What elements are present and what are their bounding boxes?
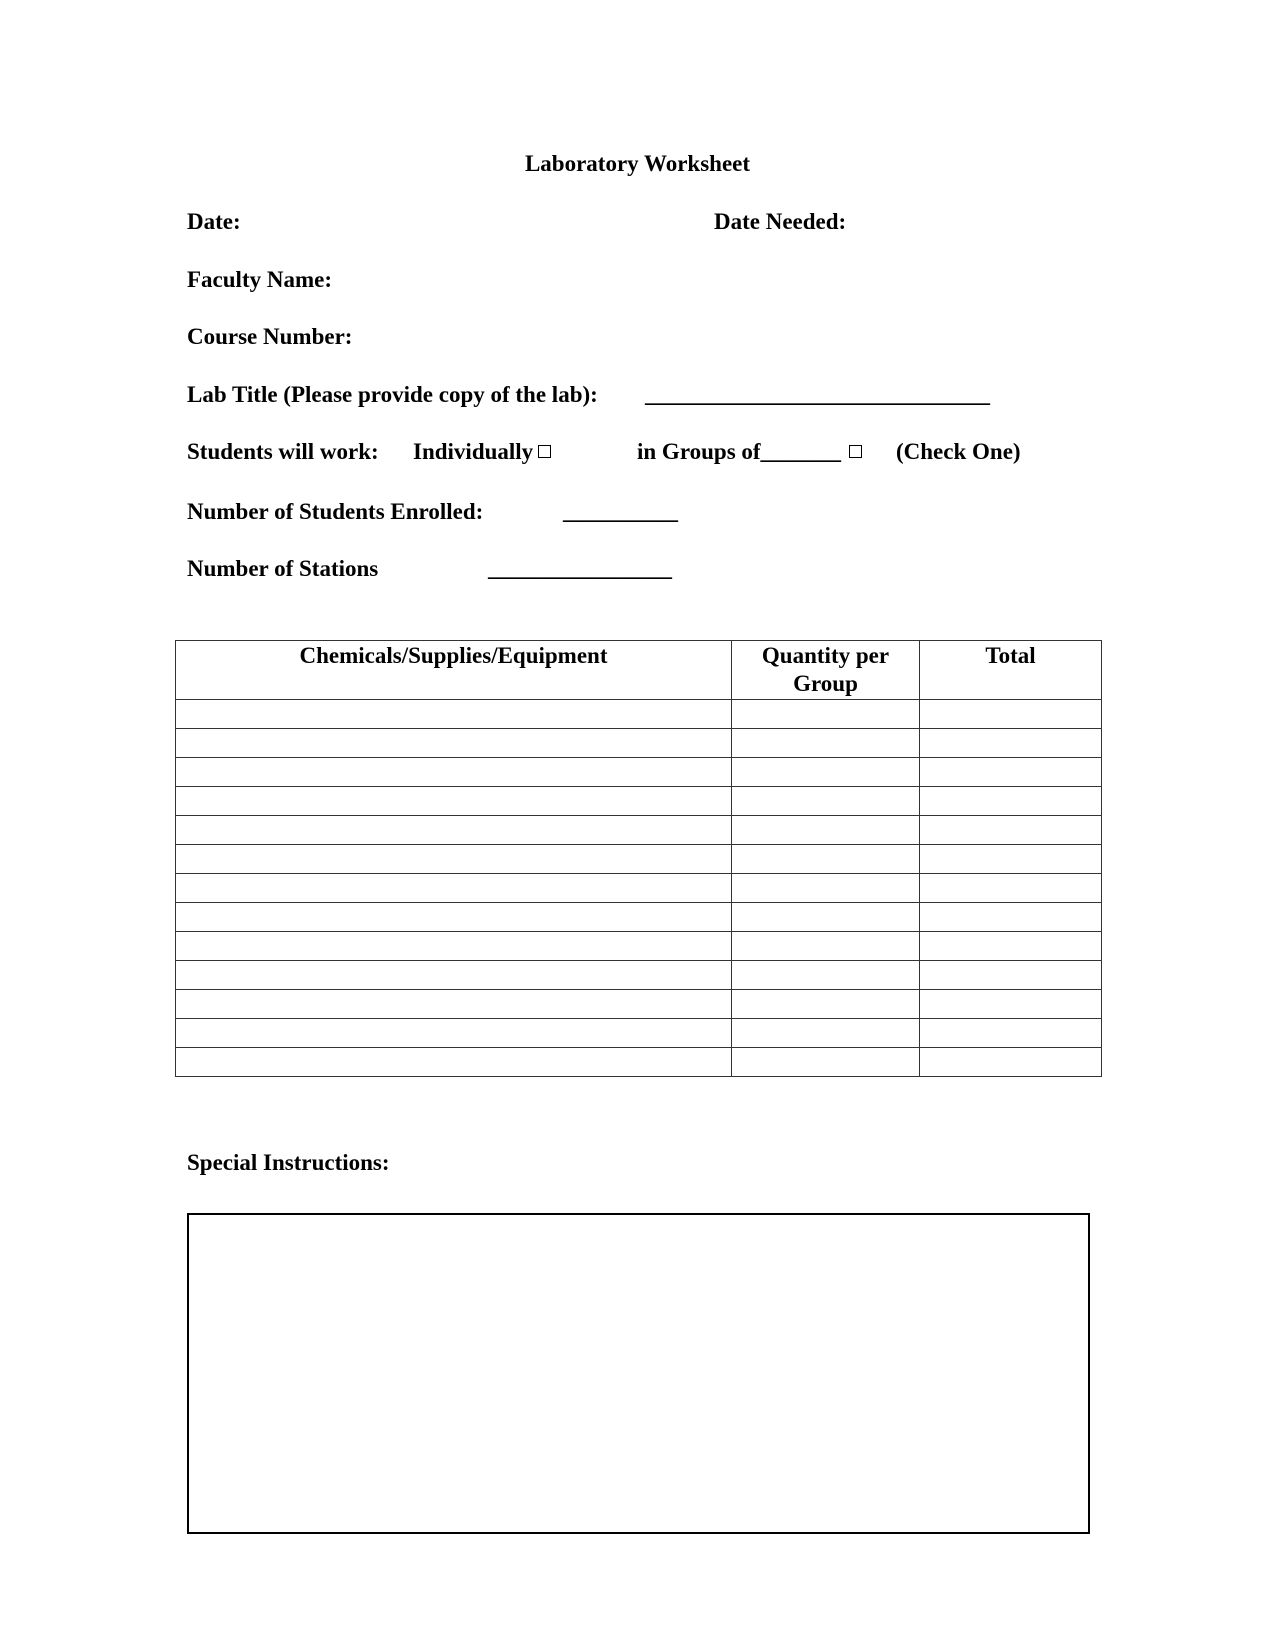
special-instructions-label: Special Instructions: bbox=[187, 1150, 390, 1175]
groups-label: in Groups of_______ bbox=[637, 439, 842, 464]
work-mode-label: Students will work: bbox=[187, 439, 379, 464]
quantity-cell[interactable] bbox=[732, 758, 920, 787]
quantity-cell[interactable] bbox=[732, 903, 920, 932]
quantity-cell[interactable] bbox=[732, 816, 920, 845]
lab-title-label: Lab Title (Please provide copy of the lab): bbox=[187, 382, 598, 407]
item-cell[interactable] bbox=[176, 787, 732, 816]
item-cell[interactable] bbox=[176, 1048, 732, 1077]
lab-title-blank[interactable]: ______________________________ bbox=[645, 382, 990, 407]
item-cell[interactable] bbox=[176, 758, 732, 787]
table-row bbox=[176, 845, 1102, 874]
quantity-cell[interactable] bbox=[732, 961, 920, 990]
item-cell[interactable] bbox=[176, 816, 732, 845]
total-cell[interactable] bbox=[920, 1019, 1102, 1048]
table-row bbox=[176, 874, 1102, 903]
supplies-table bbox=[175, 640, 1102, 1077]
quantity-cell[interactable] bbox=[732, 1019, 920, 1048]
quantity-cell[interactable] bbox=[732, 729, 920, 758]
quantity-cell[interactable] bbox=[732, 700, 920, 729]
item-cell[interactable] bbox=[176, 903, 732, 932]
table-row bbox=[176, 1019, 1102, 1048]
stations-blank[interactable]: ________________ bbox=[488, 556, 672, 581]
special-instructions-box[interactable] bbox=[187, 1213, 1090, 1534]
individually-label: Individually bbox=[413, 439, 534, 464]
date-label: Date: bbox=[187, 209, 241, 234]
supplies-table-body bbox=[176, 700, 1102, 1077]
item-cell[interactable] bbox=[176, 729, 732, 758]
table-row bbox=[176, 729, 1102, 758]
quantity-cell[interactable] bbox=[732, 874, 920, 903]
header-quantity-per-group bbox=[732, 641, 920, 700]
quantity-cell[interactable] bbox=[732, 1048, 920, 1077]
quantity-cell[interactable] bbox=[732, 787, 920, 816]
header-total: Total bbox=[920, 641, 1102, 700]
total-cell[interactable] bbox=[920, 845, 1102, 874]
total-cell[interactable] bbox=[920, 990, 1102, 1019]
item-cell[interactable] bbox=[176, 961, 732, 990]
table-row bbox=[176, 961, 1102, 990]
date-needed-label: Date Needed: bbox=[714, 209, 847, 234]
item-cell[interactable] bbox=[176, 874, 732, 903]
total-cell[interactable] bbox=[920, 816, 1102, 845]
table-header-row bbox=[176, 641, 1102, 700]
item-cell[interactable] bbox=[176, 990, 732, 1019]
table-row bbox=[176, 758, 1102, 787]
total-cell[interactable] bbox=[920, 700, 1102, 729]
individually-checkbox[interactable] bbox=[538, 445, 551, 458]
table-row bbox=[176, 903, 1102, 932]
table-row bbox=[176, 990, 1102, 1019]
total-cell[interactable] bbox=[920, 961, 1102, 990]
faculty-name-label: Faculty Name: bbox=[187, 267, 332, 292]
table-row bbox=[176, 787, 1102, 816]
table-row bbox=[176, 816, 1102, 845]
groups-option[interactable] bbox=[637, 438, 862, 466]
table-row bbox=[176, 700, 1102, 729]
total-cell[interactable] bbox=[920, 758, 1102, 787]
total-cell[interactable] bbox=[920, 1048, 1102, 1077]
table-row bbox=[176, 1048, 1102, 1077]
item-cell[interactable] bbox=[176, 700, 732, 729]
item-cell[interactable] bbox=[176, 1019, 732, 1048]
total-cell[interactable] bbox=[920, 932, 1102, 961]
check-one-note: (Check One) bbox=[896, 439, 1021, 464]
quantity-cell[interactable] bbox=[732, 932, 920, 961]
table-row bbox=[176, 932, 1102, 961]
students-enrolled-label: Number of Students Enrolled: bbox=[187, 499, 484, 524]
total-cell[interactable] bbox=[920, 874, 1102, 903]
quantity-cell[interactable] bbox=[732, 845, 920, 874]
total-cell[interactable] bbox=[920, 903, 1102, 932]
total-cell[interactable] bbox=[920, 787, 1102, 816]
groups-checkbox[interactable] bbox=[849, 445, 862, 458]
header-quantity-line1: Quantity per bbox=[761, 643, 890, 668]
page-title: Laboratory Worksheet bbox=[524, 151, 751, 176]
individually-option[interactable] bbox=[413, 438, 551, 466]
stations-label: Number of Stations bbox=[187, 556, 379, 581]
header-chemicals: Chemicals/Supplies/Equipment bbox=[176, 641, 732, 700]
total-cell[interactable] bbox=[920, 729, 1102, 758]
item-cell[interactable] bbox=[176, 845, 732, 874]
students-enrolled-blank[interactable]: __________ bbox=[563, 499, 678, 524]
item-cell[interactable] bbox=[176, 932, 732, 961]
course-number-label: Course Number: bbox=[187, 324, 353, 349]
quantity-cell[interactable] bbox=[732, 990, 920, 1019]
header-quantity-line2: Group bbox=[793, 671, 858, 696]
